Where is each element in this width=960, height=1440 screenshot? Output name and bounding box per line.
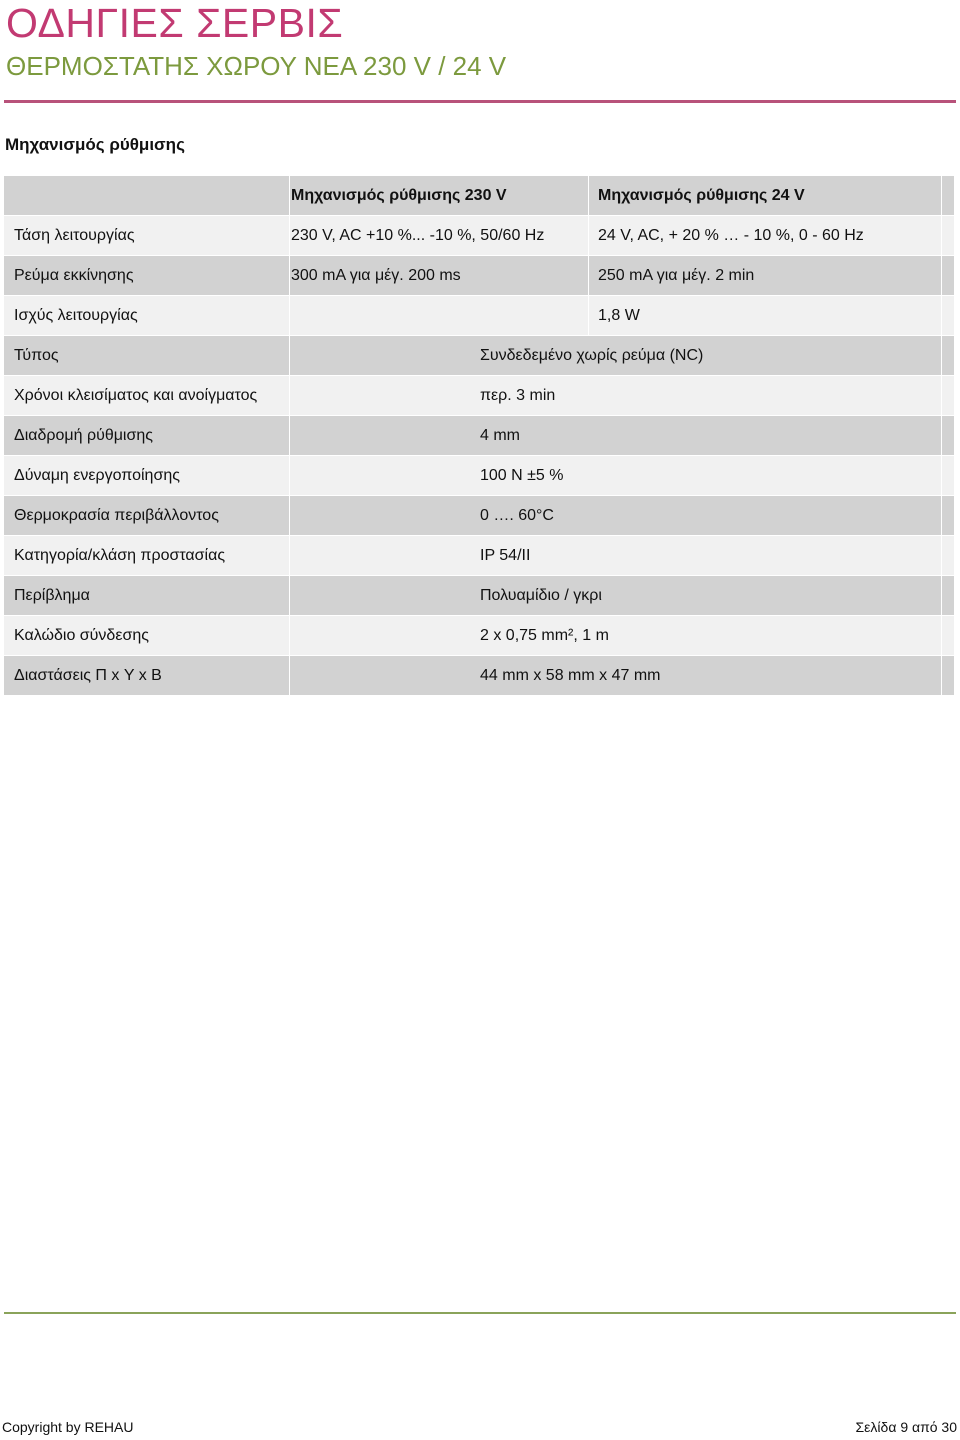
column-separator (941, 296, 942, 335)
footer-divider (4, 1312, 956, 1314)
row-value-230v: 230 V, AC +10 %... -10 %, 50/60 Hz (291, 227, 545, 244)
column-separator (941, 336, 942, 375)
row-label: Θερμοκρασία περιβάλλοντος (14, 507, 219, 524)
table-row (4, 496, 954, 536)
column-header-24v: Μηχανισμός ρύθμισης 24 V (598, 187, 805, 204)
row-label: Διαστάσεις Π x Υ x Β (14, 667, 162, 684)
column-separator (289, 616, 290, 655)
table-header-row (4, 176, 954, 216)
spec-table (4, 176, 954, 696)
column-separator (289, 536, 290, 575)
column-separator (588, 216, 589, 255)
column-separator (941, 456, 942, 495)
column-separator (941, 376, 942, 415)
table-row (4, 336, 954, 376)
page-subtitle: ΘΕΡΜΟΣΤΑΤΗΣ ΧΩΡΟΥ ΝΕΑ 230 V / 24 V (6, 51, 507, 81)
row-label: Τάση λειτουργίας (14, 227, 135, 244)
row-value: IP 54/II (480, 547, 531, 564)
column-separator (941, 216, 942, 255)
row-label: Διαδρομή ρύθμισης (14, 427, 153, 444)
row-value: περ. 3 min (480, 387, 556, 404)
table-row (4, 656, 954, 696)
row-label: Ισχύς λειτουργίας (14, 307, 138, 324)
column-separator (941, 616, 942, 655)
table-row (4, 296, 954, 336)
column-separator (289, 256, 290, 295)
column-separator (941, 416, 942, 455)
column-separator (289, 656, 290, 695)
column-separator (941, 576, 942, 615)
table-row (4, 216, 954, 256)
table-row (4, 616, 954, 656)
column-separator (289, 176, 290, 215)
table-row (4, 456, 954, 496)
column-separator (941, 496, 942, 535)
row-label: Κατηγορία/κλάση προστασίας (14, 547, 226, 564)
row-value: 2 x 0,75 mm², 1 m (480, 627, 609, 644)
row-label: Καλώδιο σύνδεσης (14, 627, 149, 644)
row-value: 100 N ±5 % (480, 467, 564, 484)
row-value-230v: 300 mA για μέγ. 200 ms (291, 267, 461, 284)
page-number: Σελίδα 9 από 30 (855, 1419, 957, 1435)
column-separator (289, 456, 290, 495)
row-value: Πολυαμίδιο / γκρι (480, 587, 602, 604)
row-label: Περίβλημα (14, 587, 90, 604)
column-separator (941, 256, 942, 295)
page-title: ΟΔΗΓΙΕΣ ΣΕΡΒΙΣ (6, 0, 344, 46)
column-header-230v: Μηχανισμός ρύθμισης 230 V (291, 187, 507, 204)
row-value-24v: 1,8 W (598, 307, 640, 324)
row-value: Συνδεδεμένο χωρίς ρεύμα (NC) (480, 347, 704, 364)
row-value-24v: 250 mA για μέγ. 2 min (598, 267, 755, 284)
table-row (4, 576, 954, 616)
column-separator (941, 176, 942, 215)
column-separator (289, 296, 290, 335)
row-value: 0 …. 60°C (480, 507, 554, 524)
table-row (4, 416, 954, 456)
row-value-24v: 24 V, AC, + 20 % … - 10 %, 0 - 60 Hz (598, 227, 864, 244)
section-heading: Μηχανισμός ρύθμισης (5, 135, 185, 154)
column-separator (289, 416, 290, 455)
column-separator (289, 576, 290, 615)
table-row (4, 256, 954, 296)
table-row (4, 536, 954, 576)
row-label: Δύναμη ενεργοποίησης (14, 467, 180, 484)
column-separator (941, 656, 942, 695)
column-separator (289, 496, 290, 535)
column-separator (941, 536, 942, 575)
column-separator (588, 296, 589, 335)
row-value: 44 mm x 58 mm x 47 mm (480, 667, 661, 684)
copyright-text: Copyright by REHAU (2, 1419, 134, 1435)
column-separator (588, 176, 589, 215)
header-divider (4, 100, 956, 103)
column-separator (289, 216, 290, 255)
row-label: Χρόνοι κλεισίματος και ανοίγματος (14, 387, 258, 404)
column-separator (289, 336, 290, 375)
row-value: 4 mm (480, 427, 520, 444)
table-row (4, 376, 954, 416)
row-label: Ρεύμα εκκίνησης (14, 267, 134, 284)
row-label: Τύπος (14, 347, 59, 364)
column-separator (289, 376, 290, 415)
column-separator (588, 256, 589, 295)
